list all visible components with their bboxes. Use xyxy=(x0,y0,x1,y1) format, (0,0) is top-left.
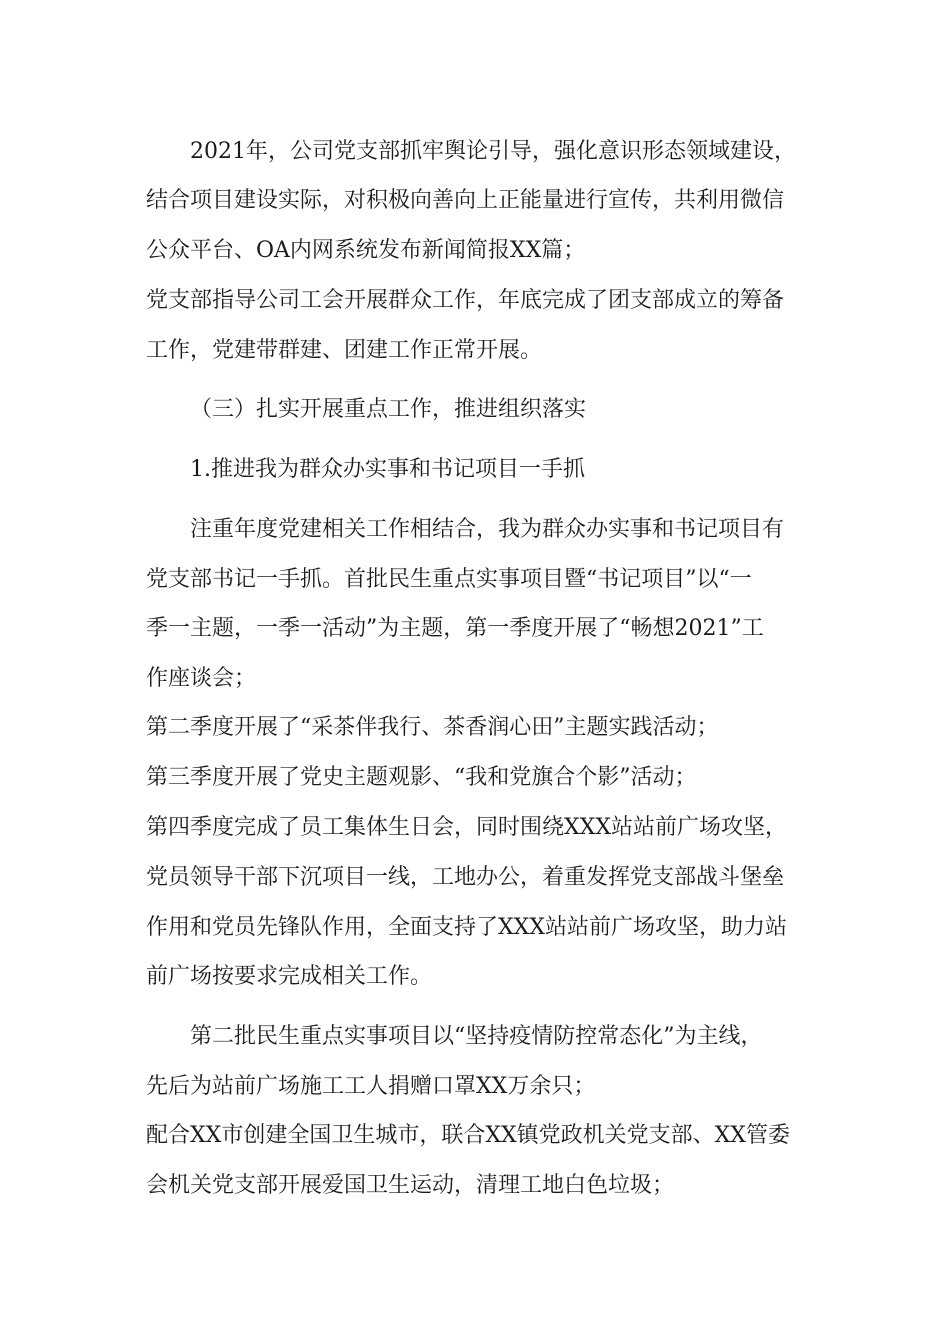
paragraph-line: 注重年度党建相关工作相结合，我为群众办实事和书记项目有 xyxy=(190,517,785,542)
paragraph-line: 第二季度开展了“采茶伴我行、茶香润心田”主题实践活动； xyxy=(146,715,719,740)
paragraph-line: 会机关党支部开展爱国卫生运动，清理工地白色垃圾； xyxy=(146,1173,675,1198)
paragraph-line: 第四季度完成了员工集体生日会，同时围绕XXX站站前广场攻坚， xyxy=(146,815,787,840)
paragraph-line: 公众平台、OA内网系统发布新闻简报XX篇； xyxy=(146,238,586,263)
paragraph-line: 先后为站前广场施工工人捐赠口罩XX万余只； xyxy=(146,1074,596,1099)
paragraph-line: 作用和党员先锋队作用，全面支持了XXX站站前广场攻坚，助力站 xyxy=(146,915,787,940)
paragraph-line: 工作，党建带群建、团建工作正常开展。 xyxy=(146,338,543,363)
paragraph-line: 作座谈会； xyxy=(146,666,257,691)
paragraph-line: 前广场按要求完成相关工作。 xyxy=(146,964,433,989)
subsection-heading: 1.推进我为群众办实事和书记项目一手抓 xyxy=(190,457,585,482)
paragraph-line: 党支部书记一手抓。首批民生重点实事项目暨“书记项目”以“一 xyxy=(146,567,752,592)
paragraph-line: 季一主题，一季一活动”为主题，第一季度开展了“畅想2021”工 xyxy=(146,616,764,641)
section-heading: （三）扎实开展重点工作，推进组织落实 xyxy=(190,397,587,422)
paragraph-line: 第三季度开展了党史主题观影、“我和党旗合个影”活动； xyxy=(146,765,697,790)
paragraph-line: 结合项目建设实际，对积极向善向上正能量进行宣传，共利用微信 xyxy=(146,188,785,213)
paragraph-line: 党员领导干部下沉项目一线，工地办公，着重发挥党支部战斗堡垒 xyxy=(146,865,785,890)
paragraph-line: 党支部指导公司工会开展群众工作，年底完成了团支部成立的筹备 xyxy=(146,288,785,313)
paragraph-line: 配合XX市创建全国卫生城市，联合XX镇党政机关党支部、XX管委 xyxy=(146,1123,790,1148)
paragraph-line: 第二批民生重点实事项目以“坚持疫情防控常态化”为主线， xyxy=(190,1024,763,1049)
paragraph-line: 2021年，公司党支部抓牢舆论引导，强化意识形态领域建设， xyxy=(190,139,796,164)
